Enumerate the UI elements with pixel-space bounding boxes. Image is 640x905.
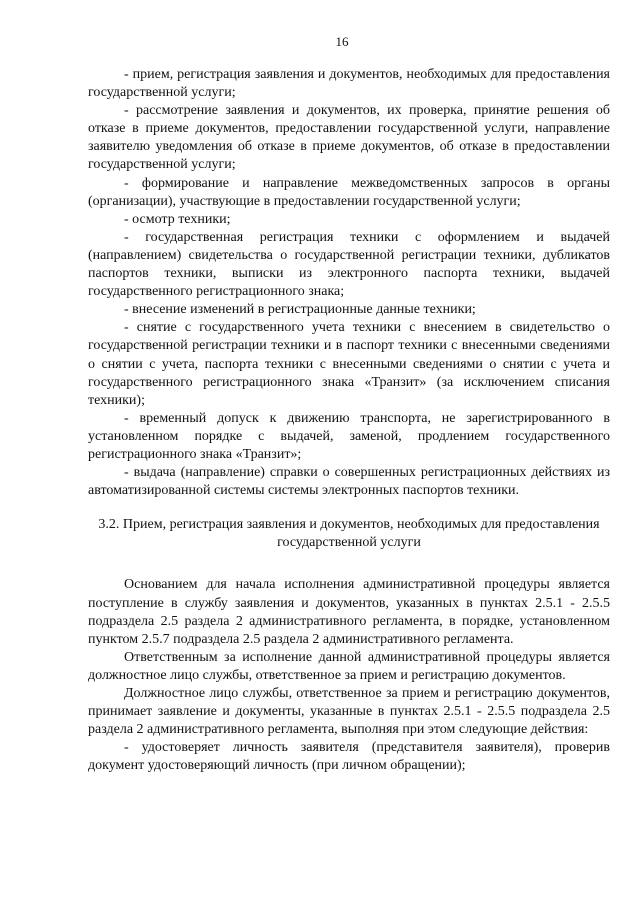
list-item: - снятие с государственного учета техники с внесением в свидетельство о государственной регистрации техники и в паспорт техники с внесенными сведениями о снятии с учета, паспорта техники с внесенными сведениями о снятии с учета и государственного регистрационного знака «Транзит» (за исключением списания техники); (88, 320, 610, 408)
list-item: - выдача (направление) справки о совершенных регистрационных действиях из автоматизированной системы системы электронных паспортов техники. (88, 465, 610, 499)
body-paragraph: Должностное лицо службы, ответственное за прием и регистрацию документов, принимает заявление и документы, указанные в пунктах 2.5.1 - 2.5.5 подраздела 2.5 раздела 2 административного регламента, выполняя при этом следующие действия: (88, 686, 610, 738)
section-heading: 3.2. Прием, регистрация заявления и документов, необходимых для предоставления государственной услуги (98, 517, 600, 551)
page-number: 16 (335, 34, 349, 49)
list-item: - удостоверяет личность заявителя (представителя заявителя), проверив документ удостоверяющий личность (при личном обращении); (88, 740, 610, 774)
body-paragraph: Ответственным за исполнение данной административной процедуры является должностное лицо службы, ответственное за прием и регистрацию документов. (88, 649, 610, 683)
list-item: - формирование и направление межведомственных запросов в органы (организации), участвующие в предоставлении государственной услуги; (88, 175, 610, 209)
list-item: - рассмотрение заявления и документов, их проверка, принятие решения об отказе в приеме документов, предоставлении государственной услуги, направление заявителю уведомления об отказе в приеме документов, об отказе в предоставлении государственной услуги; (88, 103, 610, 173)
document-page (88, 34, 610, 775)
list-item: - прием, регистрация заявления и документов, необходимых для предоставления государственной услуги; (88, 67, 610, 101)
list-item: - государственная регистрация техники с оформлением и выдачей (направлением) свидетельства о государственной регистрации техники, дубликатов паспортов техники, выписки из электронного паспорта техники, выдачей государственного регистрационного знака; (88, 229, 610, 300)
list-item: - внесение изменений в регистрационные данные техники; (124, 302, 476, 318)
body-paragraph: Основанием для начала исполнения административной процедуры является поступление в службу заявления и документов, указанных в пунктах 2.5.1 - 2.5.5 подраздела 2.5 раздела 2 административного регламента, в порядке, установленном пунктом 2.5.7 подраздела 2.5 раздела 2 административного регламента. (88, 577, 610, 647)
list-item: - осмотр техники; (124, 211, 231, 227)
list-item: - временный допуск к движению транспорта, не зарегистрированного в установленном порядке с выдачей, заменой, продлением государственного регистрационного знака «Транзит»; (88, 410, 610, 462)
